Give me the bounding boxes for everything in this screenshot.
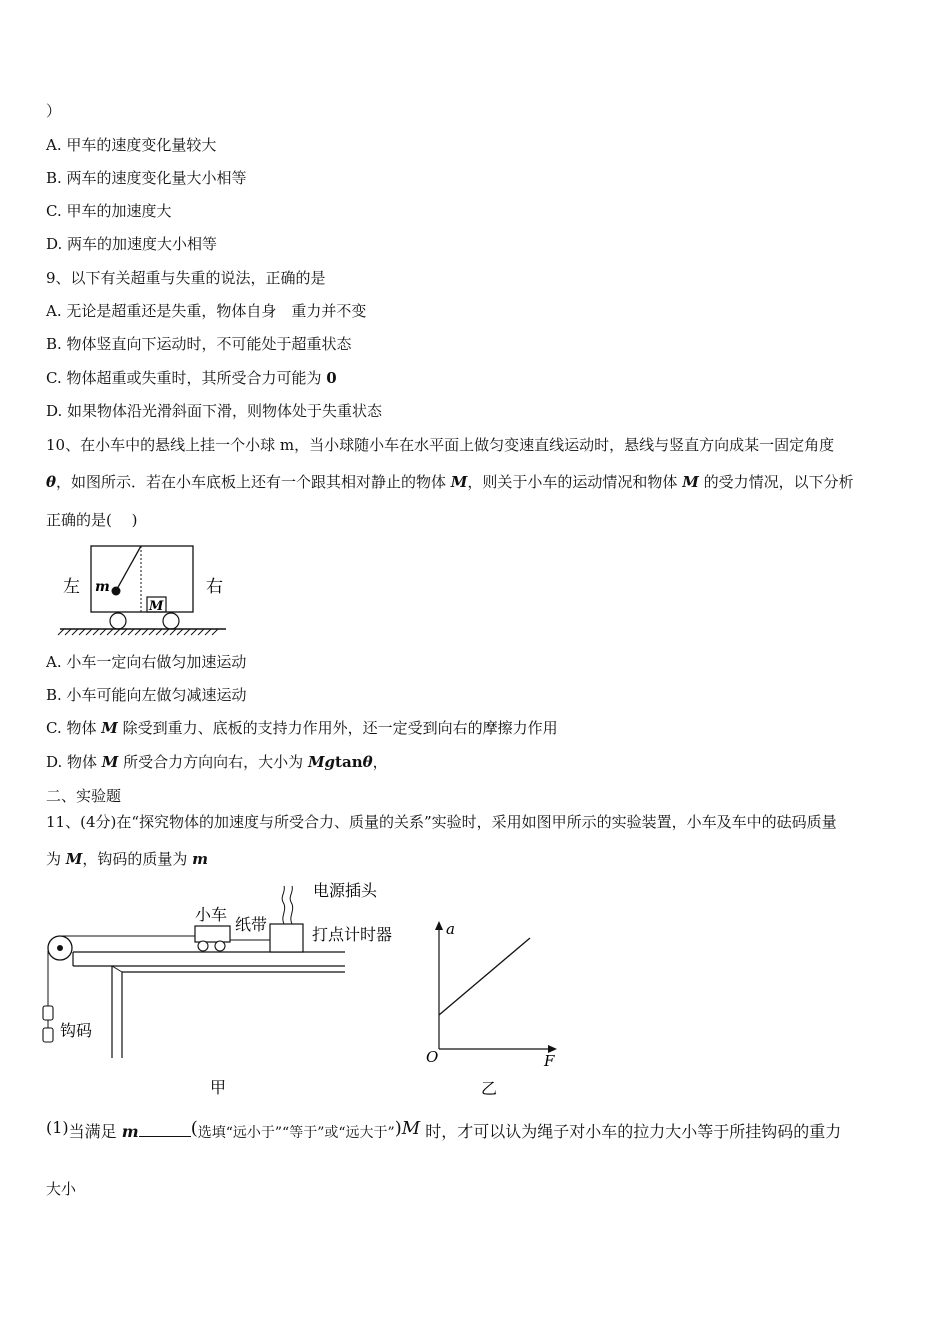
var-M: M bbox=[101, 753, 119, 771]
cart-label: 小车 bbox=[195, 905, 228, 924]
a-f-graph bbox=[420, 918, 570, 1100]
q11-text: ，钩码的质量为 bbox=[82, 850, 193, 868]
var-M: M bbox=[401, 1118, 421, 1139]
formula-tan: tan bbox=[335, 753, 363, 771]
q11-part1 bbox=[46, 1118, 841, 1143]
section-title: 二、实验题 bbox=[46, 787, 122, 805]
q11-stem-line2 bbox=[46, 849, 208, 869]
ground-hatch bbox=[149, 629, 155, 635]
q10-text: 的受力情况，以下分析 bbox=[698, 473, 854, 491]
var-M: M bbox=[450, 473, 468, 491]
q10-stem-line2 bbox=[46, 472, 854, 492]
block-label: M bbox=[149, 599, 164, 614]
q10-text: D. 物体 bbox=[46, 753, 102, 771]
formula-Mg: Mg bbox=[307, 753, 336, 771]
q8-option-c: C. 甲车的加速度大 bbox=[46, 202, 172, 220]
q11-text: 当满足 bbox=[68, 1122, 122, 1141]
tape-label: 纸带 bbox=[235, 915, 268, 934]
ball-label: m bbox=[95, 579, 110, 595]
figure-left-label: 左 bbox=[63, 577, 80, 597]
ground-hatch bbox=[163, 629, 169, 635]
q10-option-b: B. 小车可能向左做匀减速运动 bbox=[46, 686, 247, 704]
q10-text: 所受合力方向向右，大小为 bbox=[118, 753, 308, 771]
ground-hatch bbox=[170, 629, 176, 635]
var-M: M bbox=[101, 719, 118, 737]
ground-hatch bbox=[65, 629, 71, 635]
q9-option-a: A. 无论是超重还是失重，物体自身 重力并不变 bbox=[46, 302, 367, 320]
q8-option-d: D. 两车的加速度大小相等 bbox=[46, 235, 218, 253]
q9-option-d: D. 如果物体沿光滑斜面下滑，则物体处于失重状态 bbox=[46, 402, 383, 420]
figure-b-caption: 乙 bbox=[481, 1079, 498, 1098]
ground-hatch bbox=[114, 629, 120, 635]
q10-option-c bbox=[46, 718, 558, 738]
paren: ( bbox=[190, 1118, 198, 1139]
x-axis-label: F bbox=[544, 1052, 555, 1070]
ground-hatch bbox=[72, 629, 78, 635]
ground-hatch bbox=[107, 629, 113, 635]
figure-a-caption: 甲 bbox=[210, 1078, 227, 1097]
q8-option-a: A. 甲车的速度变化量较大 bbox=[46, 136, 217, 154]
ground-hatch bbox=[191, 629, 197, 635]
timer-label: 打点计时器 bbox=[312, 925, 393, 944]
q10-stem-line1: 10、在小车中的悬线上挂一个小球 m，当小球随小车在水平面上做匀变速直线运动时，悬线与竖直方向成某一固定角度 bbox=[46, 436, 835, 454]
theta-symbol: θ bbox=[46, 473, 57, 491]
weights-label: 钩码 bbox=[60, 1021, 93, 1040]
q11-part1-line2: 大小 bbox=[46, 1180, 77, 1198]
origin-label: O bbox=[426, 1048, 439, 1066]
ground-hatch bbox=[135, 629, 141, 635]
q11-stem-line1: 11、(4分)在“探究物体的加速度与所受合力、质量的关系”实验时，采用如图甲所示的实验装置，小车及车中的砝码质量 bbox=[46, 813, 837, 831]
ground-hatch bbox=[212, 629, 218, 635]
q11-text: 时，才可以认为绳子对小车的拉力大小等于所挂钩码的重力 bbox=[420, 1122, 842, 1141]
ground-hatch bbox=[121, 629, 127, 635]
theta-symbol: θ bbox=[362, 753, 373, 771]
var-M: M bbox=[682, 473, 699, 491]
ground-hatch bbox=[205, 629, 211, 635]
ground-hatch bbox=[198, 629, 204, 635]
var-m: m bbox=[121, 1122, 139, 1141]
q10-text: 除受到重力、底板的支持力作用外，还一定受到向右的摩擦力作用 bbox=[117, 719, 558, 737]
ground-hatch bbox=[156, 629, 162, 635]
ground-hatch bbox=[142, 629, 148, 635]
ground-hatch bbox=[79, 629, 85, 635]
part-number: (1) bbox=[46, 1118, 69, 1137]
q9-option-c-value: 0 bbox=[326, 369, 337, 387]
ground-hatch bbox=[177, 629, 183, 635]
power-plug-label: 电源插头 bbox=[313, 881, 378, 900]
q10-text: C. 物体 bbox=[46, 719, 102, 737]
q10-text: ，如图所示．若在小车底板上还有一个跟其相对静止的物体 bbox=[56, 473, 451, 491]
ground-hatch bbox=[128, 629, 134, 635]
q11-hint: 选填“远小于”“等于”或“远大于” bbox=[197, 1125, 395, 1141]
q10-option-d bbox=[46, 752, 388, 772]
q9-option-c bbox=[46, 368, 337, 388]
q9-stem: 9、以下有关超重与失重的说法，正确的是 bbox=[46, 269, 326, 287]
ground-hatch bbox=[58, 629, 64, 635]
ground-hatch bbox=[86, 629, 92, 635]
q10-option-a: A. 小车一定向右做匀加速运动 bbox=[46, 653, 247, 671]
y-axis-label: a bbox=[446, 920, 455, 938]
var-M: M bbox=[65, 850, 83, 868]
q10-text: ，则关于小车的运动情况和物体 bbox=[467, 473, 683, 491]
var-m: m bbox=[192, 850, 209, 868]
q10-text: ， bbox=[372, 753, 388, 771]
paren: ) bbox=[394, 1118, 402, 1139]
cart-pendulum-figure bbox=[56, 540, 236, 640]
answer-blank[interactable] bbox=[139, 1122, 191, 1137]
q9-option-b: B. 物体竖直向下运动时，不可能处于超重状态 bbox=[46, 335, 352, 353]
q11-text: 为 bbox=[46, 850, 66, 868]
q8-tail: ） bbox=[46, 102, 62, 120]
q10-stem-line3: 正确的是( ) bbox=[46, 511, 138, 529]
q8-option-b: B. 两车的速度变化量大小相等 bbox=[46, 169, 247, 187]
ground-hatch bbox=[93, 629, 99, 635]
apparatus-figure bbox=[40, 878, 410, 1100]
ground-hatch bbox=[184, 629, 190, 635]
q9-option-c-text: C. 物体超重或失重时，其所受合力可能为 bbox=[46, 369, 322, 387]
figure-right-label: 右 bbox=[206, 577, 223, 597]
ground-hatch bbox=[100, 629, 106, 635]
